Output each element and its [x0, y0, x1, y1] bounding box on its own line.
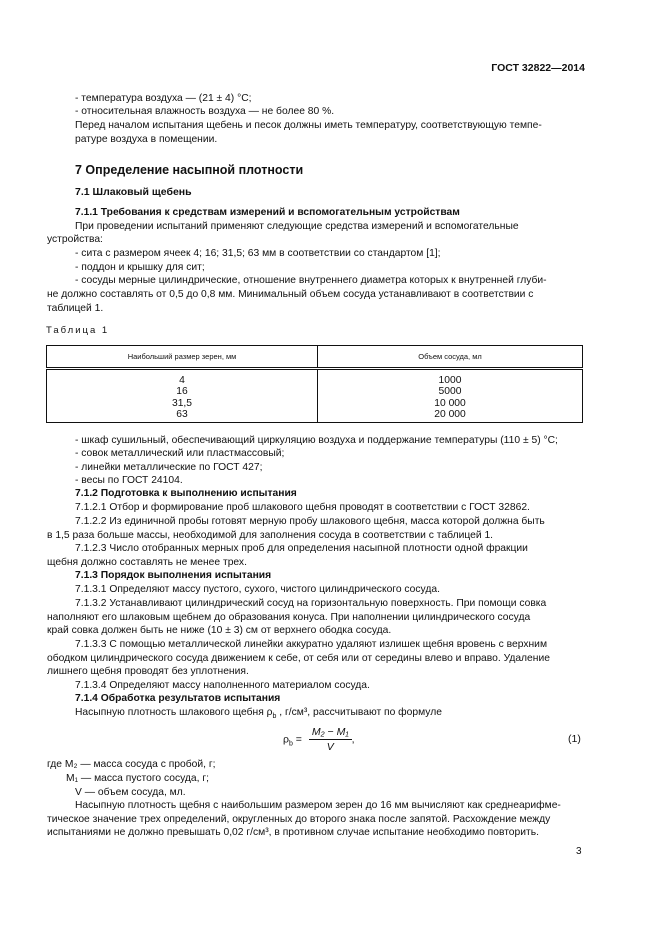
table-header-vessel-volume: Объем сосуда, мл — [318, 346, 583, 369]
section-7-1-2-title: 7.1.2 Подготовка к выполнению испытания — [75, 488, 297, 499]
table-cell-volumes — [318, 369, 583, 423]
s714-p1-post: , г/см³, рассчитывают по формуле — [276, 707, 442, 718]
volume-1: 1000 — [438, 375, 462, 386]
intro-line-1: - температура воздуха — (21 ± 4) °С; — [75, 93, 252, 104]
s712-p2a: 7.1.2.2 Из единичной пробы готовят мерную пробу шлакового щебня, масса которой должна быть — [75, 516, 545, 527]
section-7-title: 7 Определение насыпной плотности — [75, 163, 304, 177]
s711-li3b: не должно составлять от 0,5 до 0,8 мм. Минимальный объем сосуда устанавливают в соответствии с — [47, 289, 534, 300]
s712-p3b: щебня должно составлять не менее трех. — [47, 557, 247, 568]
intro-line-2: - относительная влажность воздуха — не более 80 %. — [75, 106, 335, 117]
where-line-1: где M₂ — масса сосуда с пробой, г; — [47, 759, 216, 770]
section-7-1-3-title: 7.1.3 Порядок выполнения испытания — [75, 570, 272, 581]
s713-p4: 7.1.3.4 Определяют массу наполненного материалом сосуда. — [75, 680, 370, 691]
s711-li3c: таблицей 1. — [47, 303, 104, 314]
s713-p2a: 7.1.3.2 Устанавливают цилиндрический сосуд на горизонтальную поверхность. При помощи совка — [75, 598, 547, 609]
formula-fraction — [309, 726, 352, 753]
formula-eq: = — [292, 733, 305, 746]
table-cell-grain-sizes — [47, 369, 318, 423]
s712-p2b: в 1,5 раза больше массы, необходимой для заполнения сосуда в соответствии с таблицей 1. — [47, 530, 494, 541]
table-1 — [46, 345, 583, 423]
s711-li3a: - сосуды мерные цилиндрические, отношение внутреннего диаметра которых к внутренней глуби- — [75, 275, 547, 286]
section-7-1-4-title: 7.1.4 Обработка результатов испытания — [75, 693, 281, 704]
s713-p2c: край совка должен быть не ниже (10 ± 3) см от верхнего ободка сосуда. — [47, 625, 392, 636]
where-line-2: M₁ — масса пустого сосуда, г; — [66, 773, 209, 784]
grain-size-4: 63 — [176, 408, 188, 420]
s713-p3b: ободком цилиндрического сосуда движением к себе, от себя или от середины влево и вправо. Удаление — [47, 653, 550, 664]
s712-p1: 7.1.2.1 Отбор и формирование проб шлакового щебня проводят в соответствии с ГОСТ 32862. — [75, 502, 530, 513]
s711-p1a: При проведении испытаний применяют следующие средства измерений и вспомогательные — [75, 221, 519, 232]
after-table-li3: - линейки металлические по ГОСТ 427; — [75, 462, 263, 473]
s712-p3a: 7.1.2.3 Число отобранных мерных проб для определения насыпной плотности одной фракции — [75, 543, 528, 554]
grain-size-1: 4 — [179, 375, 185, 386]
formula-numerator: M₂ − M₁ — [309, 726, 352, 740]
after-table-li2: - совок металлический или пластмассовый; — [75, 448, 285, 459]
s713-p1: 7.1.3.1 Определяют массу пустого, сухого, чистого цилиндрического сосуда. — [75, 584, 440, 595]
volume-2: 5000 — [438, 386, 462, 398]
intro-line-4: ратуре воздуха в помещении. — [75, 134, 218, 145]
page-number: 3 — [576, 846, 582, 857]
final-line-2: тическое значение трех определений, округленных до второго знака после запятой. Расхождение между — [47, 814, 551, 825]
doc-header: ГОСТ 32822—2014 — [491, 62, 585, 74]
volume-3: 10 000 — [434, 397, 466, 409]
section-7-1-1-title: 7.1.1 Требования к средствам измерений и вспомогательным устройствам — [75, 207, 460, 218]
formula-number: (1) — [568, 733, 581, 745]
s713-p2b: наполняют его шлаковым щебнем до образования конуса. При наполнении цилиндрического сосуда — [47, 612, 531, 623]
s713-p3a: 7.1.3.3 С помощью металлической линейки аккуратно удаляют излишек щебня вровень с верхним — [75, 639, 548, 650]
s711-li1: - сита с размером ячеек 4; 16; 31,5; 63 мм в соответствии со стандартом [1]; — [75, 248, 441, 259]
s714-p1-pre: Насыпную плотность шлакового щебня ρ — [75, 707, 273, 718]
after-table-li4: - весы по ГОСТ 24104. — [75, 475, 183, 486]
s714-p1 — [75, 706, 442, 724]
formula-tail: , — [351, 733, 355, 746]
final-line-1: Насыпную плотность щебня с наибольшим размером зерен до 16 мм вычисляют как среднеарифме- — [75, 800, 561, 811]
s714-p1-sub: b — [272, 713, 277, 721]
s713-p3c: лишнего щебня проводят без уплотнения. — [47, 666, 249, 677]
table-caption: Таблица 1 — [46, 325, 110, 336]
where-line-3: V — объем сосуда, мл. — [75, 787, 186, 798]
s711-li2: - поддон и крышку для сит; — [75, 262, 205, 273]
grain-size-2: 16 — [176, 386, 188, 398]
after-table-li1: - шкаф сушильный, обеспечивающий циркуляцию воздуха и поддержание температуры (110 ± 5) °С; — [75, 435, 558, 446]
formula-lhs: ρ — [283, 733, 289, 746]
formula-denominator: V — [326, 741, 334, 753]
volume-4: 20 000 — [434, 408, 466, 420]
formula-lhs-sub: b — [288, 740, 293, 748]
intro-line-3: Перед началом испытания щебень и песок должны иметь температуру, соответствующую темпе- — [75, 120, 542, 131]
grain-size-3: 31,5 — [171, 397, 193, 409]
table-header-grain-size: Наибольший размер зерен, мм — [47, 346, 318, 369]
formula-1 — [283, 726, 355, 753]
final-line-3: испытаниями не должно превышать 0,02 г/см³, в противном случае испытание необходимо повторить. — [47, 827, 539, 838]
s711-p1b: устройства: — [47, 234, 103, 245]
section-7-1-title: 7.1 Шлаковый щебень — [75, 186, 192, 198]
